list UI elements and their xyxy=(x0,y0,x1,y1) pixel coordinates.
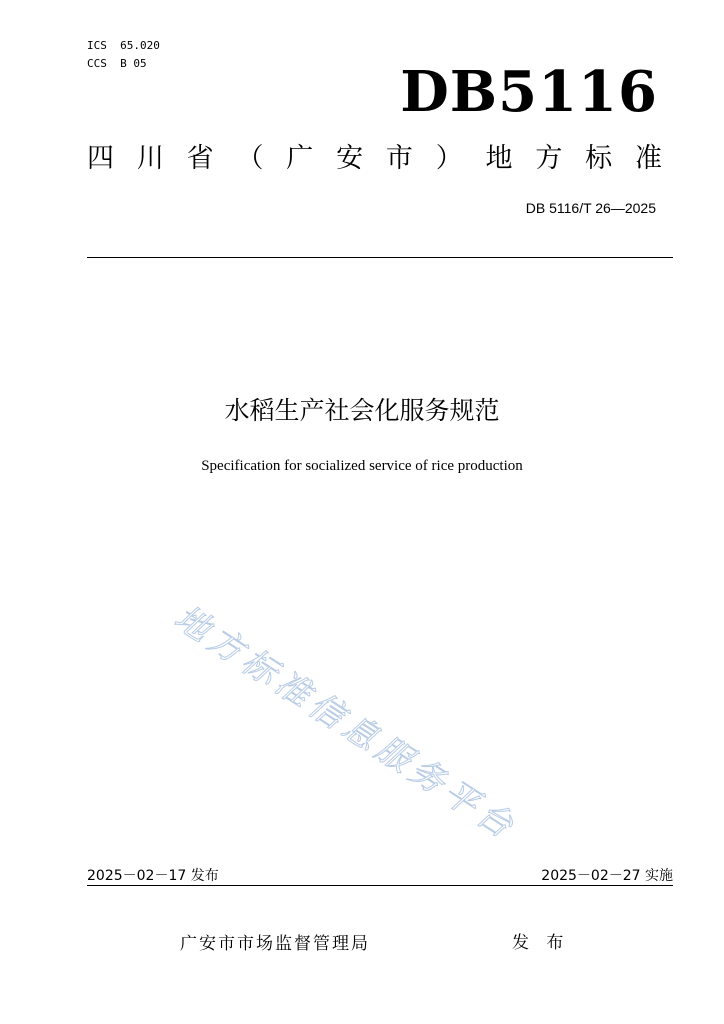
db-logo: DB5116 xyxy=(400,59,658,125)
standard-number: DB 5116/T 26—2025 xyxy=(525,200,656,216)
standard-type-char: 标 xyxy=(585,143,613,174)
standard-type-char: （ xyxy=(236,143,264,174)
top-divider xyxy=(87,257,673,258)
ccs-code: CCS B 05 xyxy=(87,57,147,70)
standard-type-char: 地 xyxy=(485,143,513,174)
issuing-authority: 广安市市场监督管理局 xyxy=(180,934,370,954)
standard-type-char: 四 xyxy=(87,143,114,174)
standard-type-heading xyxy=(87,140,662,178)
issue-label: 发 布 xyxy=(512,933,570,953)
classification-codes xyxy=(87,37,160,73)
implementation-date: 2025－02－27 实施 xyxy=(541,868,673,884)
standard-type-char: 省 xyxy=(186,143,214,174)
title-chinese: 水稻生产社会化服务规范 xyxy=(224,396,500,425)
ics-code: ICS 65.020 xyxy=(87,39,160,52)
standard-type-char: ） xyxy=(435,143,463,174)
issue-date: 2025－02－17 发布 xyxy=(87,868,219,884)
standard-type-char: 准 xyxy=(634,143,662,174)
watermark: 地方标准信息服务平台 xyxy=(167,597,525,850)
bottom-divider xyxy=(87,885,673,886)
standard-type-char: 川 xyxy=(136,143,164,174)
standard-type-char: 广 xyxy=(286,143,314,174)
standard-type-char: 安 xyxy=(336,143,364,174)
title-english: Specification for socialized service of rice production xyxy=(201,458,523,474)
standard-type-char: 市 xyxy=(385,143,413,174)
standard-type-char: 方 xyxy=(535,143,563,174)
